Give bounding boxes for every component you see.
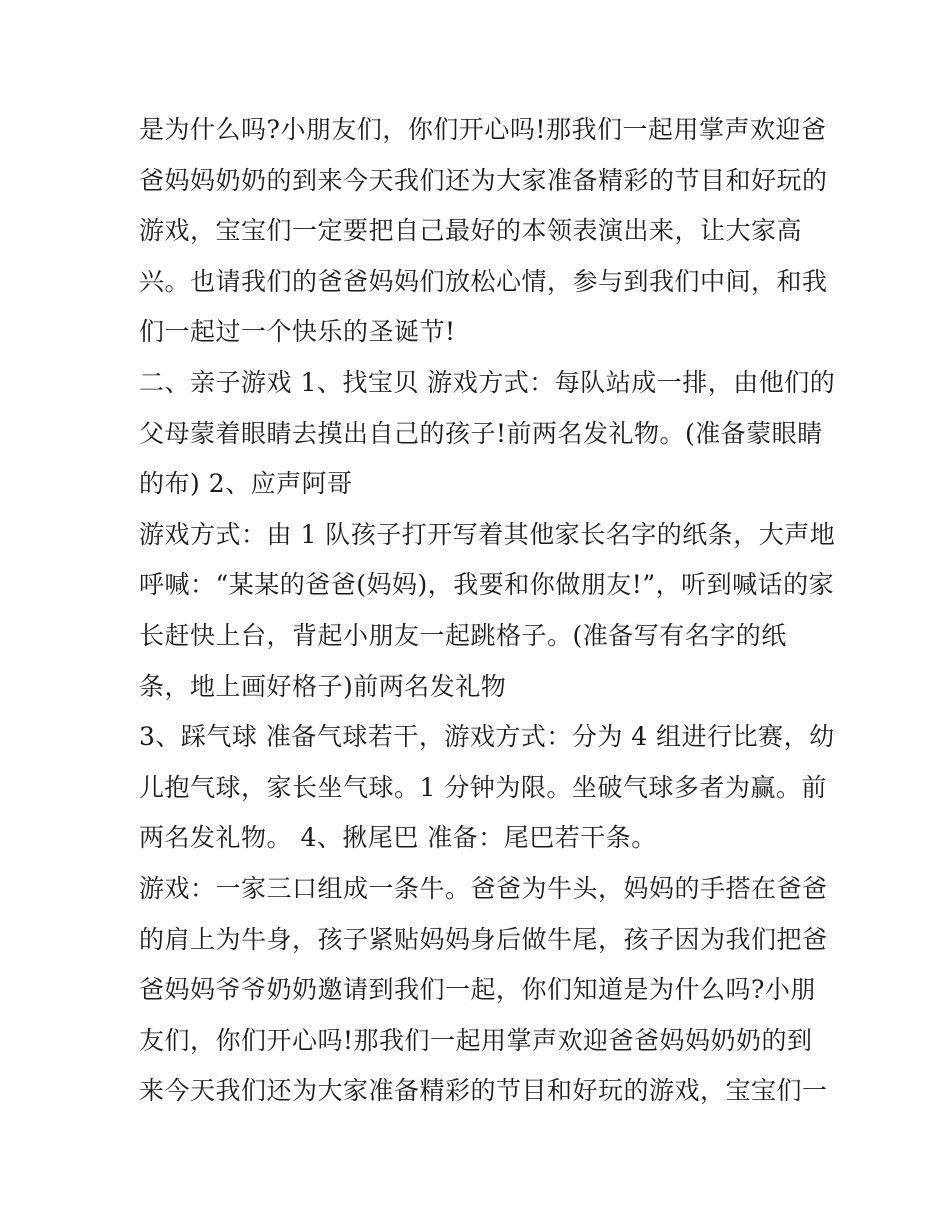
text-line: 呼喊：“某某的爸爸(妈妈)，我要和你做朋友!”，听到喊话的家 — [139, 570, 835, 600]
text-line: 游戏方式：由 1 队孩子打开写着其他家长名字的纸条，大声地 — [139, 519, 836, 549]
text-line: 两名发礼物。 4、揪尾巴 准备：尾巴若干条。 — [139, 823, 657, 853]
text-line: 的肩上为牛身，孩子紧贴妈妈身后做牛尾，孩子因为我们把爸 — [139, 924, 828, 954]
text-line: 爸妈妈爷爷奶奶邀请到我们一起，你们知道是为什么吗?小朋 — [139, 975, 816, 1005]
text-line: 来今天我们还为大家准备精彩的节目和好玩的游戏，宝宝们一 — [139, 1076, 828, 1106]
text-line: 爸妈妈奶奶的到来今天我们还为大家准备精彩的节目和好玩的 — [139, 165, 828, 195]
text-line: 长赶快上台，背起小朋友一起跳格子。(准备写有名字的纸 — [139, 620, 787, 650]
text-line: 二、亲子游戏 1、找宝贝 游戏方式：每队站成一排，由他们的 — [139, 367, 836, 397]
text-line: 是为什么吗?小朋友们，你们开心吗!那我们一起用掌声欢迎爸 — [139, 115, 827, 144]
text-line: 3、踩气球 准备气球若干，游戏方式：分为 4 组进行比赛，幼 — [139, 722, 835, 752]
text-line: 友们，你们开心吗!那我们一起用掌声欢迎爸爸妈妈奶奶的到 — [139, 1025, 813, 1055]
body-text — [139, 105, 836, 1117]
text-line: 游戏，宝宝们一定要把自己最好的本领表演出来，让大家高 — [139, 216, 803, 246]
text-line: 条，地上画好格子)前两名发礼物 — [139, 671, 507, 701]
text-line: 儿抱气球，家长坐气球。1 分钟为限。坐破气球多者为赢。前 — [139, 772, 827, 802]
text-line: 们一起过一个快乐的圣诞节! — [139, 317, 456, 347]
text-line: 游戏：一家三口组成一条牛。爸爸为牛头，妈妈的手搭在爸爸 — [139, 873, 828, 903]
text-line: 父母蒙着眼睛去摸出自己的孩子!前两名发礼物。(准备蒙眼睛 — [139, 418, 823, 448]
text-line: 兴。也请我们的爸爸妈妈们放松心情，参与到我们中间，和我 — [139, 266, 828, 296]
text-line: 的布) 2、应声阿哥 — [139, 469, 353, 499]
